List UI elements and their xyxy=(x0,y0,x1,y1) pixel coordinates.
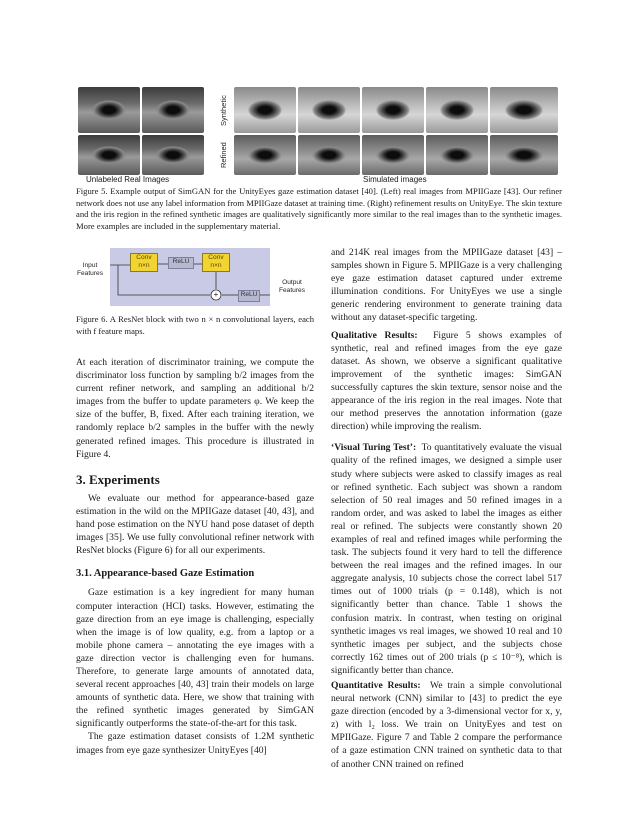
paragraph-quantitative xyxy=(331,679,562,771)
synthetic-eye-image xyxy=(234,87,296,133)
refined-eye-image xyxy=(298,135,360,175)
left-column xyxy=(76,356,314,757)
synthetic-eye-image xyxy=(362,87,424,133)
paragraph: The gaze estimation dataset consists of 1.2M synthetic images from eye gaze synthesizer UnityEyes [40] xyxy=(76,731,314,756)
add-operator: + xyxy=(213,290,219,299)
synthetic-eye-image xyxy=(426,87,488,133)
refined-eye-image xyxy=(426,135,488,175)
qualitative-results-text: Figure 5 shows examples of synthetic, real and refined images from the eye gaze dataset. As shown, we observe a significant qualitative improvement of the synthetic images: SimGAN successfully captures the skin texture, sensor noise and the appearance of the iris region in the real images. Note that our method preserves the annotation information (gaze direction) while improving the realism. xyxy=(331,329,563,433)
quantitative-results-text: We train a simple convolutional neural network (CNN) similar to [43] to predict the eye gaze direction (encoded by a 3-dimensional vector for x, y, z) with l₂ loss. We train on UnityEyes and test on MPIIGaze. Figure 7 and Table 2 compare the performance of a gaze estimation CNN trained on synthetic data to that of another CNN trained on refined xyxy=(331,680,563,770)
input-features-label: Input Features xyxy=(76,262,104,277)
visual-turing-test-heading: ‘Visual Turing Test’: xyxy=(331,442,417,454)
paragraph: Gaze estimation is a key ingredient for many human computer interaction (HCI) tasks. However, estimating the gaze direction from an eye image is challenging, especially when the image is of low quality, e.g. from a laptop or a mobile phone camera – annotating the eye images with a gaze direction vector is challenging even for humans. Therefore, to generate large amounts of annotated data, several recent approaches [40, 43] train their models on large amounts of synthetic data. Here, we show that training with the refined synthetic images generated by SimGAN significantly outperforms the state-of-the-art for this task. xyxy=(76,587,314,730)
synthetic-eye-image xyxy=(298,87,360,133)
section-heading-experiments: 3. Experiments xyxy=(76,471,160,487)
subsection-heading-gaze: 3.1. Appearance-based Gaze Estimation xyxy=(76,568,255,580)
paragraph: and 214K real images from the MPIIGaze dataset [43] – samples shown in Figure 5. MPIIGaze is a very challenging eye gaze estimation dataset captured under extreme illumination conditions. For UnityEyes we use a single generic rendering environment to generate training data without any dataset-specific targeting. xyxy=(331,247,562,324)
real-eye-image xyxy=(142,135,204,175)
label-unlabeled-real: Unlabeled Real Images xyxy=(86,175,170,184)
resnet-block-diagram xyxy=(110,248,270,306)
refined-eye-image xyxy=(362,135,424,175)
figure-6-caption: Figure 6. A ResNet block with two n × n convolutional layers, each with f feature maps. xyxy=(76,314,314,336)
synthetic-eye-image xyxy=(490,87,558,133)
relu-layer-1: ReLU xyxy=(168,257,194,269)
visual-turing-test-text: To quantitatively evaluate the visual quality of the refined images, we designed a simple user study where subjects were asked to classify images as real or refined synthetic. Each subject was shown a random selection of 50 real images and 50 refined images in a random order, and was asked to label the images as either real or refined. The subjects were constantly shown 20 examples of real and refined images while performing the task. The subjects found it very hard to tell the difference between the real images and the refined images. In our aggregate analysis, 10 subjects chose the correct label 517 times out of 1000 trials (p = 0.148), which is not significantly better than chance. Table 1 shows the confusion matrix. In contrast, when testing on original synthetic images vs real images, we showed 10 real and 10 synthetic images per subject, and the subjects chose correctly 162 times out of 200 trials (p ≤ 10⁻⁸), which is significantly better than chance. xyxy=(331,442,562,676)
label-simulated: Simulated images xyxy=(363,175,427,184)
paragraph: We evaluate our method for appearance-based gaze estimation in the wild on the MPIIGaze dataset [40, 43], and hand pose estimation on the NYU hand pose dataset of depth images [35]. We use fully convolutional refiner network with ResNet blocks (Figure 6) for all our experiments. xyxy=(76,492,314,557)
paragraph-visual-turing-test xyxy=(331,441,562,677)
row-label-refined: Refined xyxy=(219,142,228,168)
real-eye-image xyxy=(142,87,204,133)
row-label-synthetic: Synthetic xyxy=(219,95,228,126)
output-features-label: Output Features xyxy=(278,279,306,294)
figure-5-caption: Figure 5. Example output of SimGAN for the UnityEyes gaze estimation dataset [40]. (Left) real images from MPIIGaze [43]. Our refiner network does not use any label information from MPIIGaze dataset at training time. (Right) refinement results on UnityEye. The skin texture and the iris region in the refined synthetic images are qualitatively significantly more similar to the real images than to the synthetic images. More examples are included in the supplementary material. xyxy=(76,186,562,231)
qualitative-results-heading: Qualitative Results: xyxy=(331,329,418,341)
conv-layer-2: Conv n×n xyxy=(202,253,230,272)
refined-eye-image xyxy=(490,135,558,175)
quantitative-results-heading: Quantitative Results: xyxy=(331,680,421,691)
real-eye-image xyxy=(78,87,140,133)
conv-layer-1: Conv n×n xyxy=(130,253,158,272)
paragraph: At each iteration of discriminator training, we compute the discriminator loss function by sampling b/2 images from the current refiner network, and sampling an additional b/2 images from the buffer to update parameters φ. We keep the size of the buffer, B, fixed. After each training iteration, we randomly replace b/2 samples in the buffer with the newly generated refined images. This procedure is illustrated in Figure 4. xyxy=(76,357,314,460)
paragraph-qualitative xyxy=(331,329,562,434)
relu-layer-2: ReLU xyxy=(238,290,260,302)
refined-eye-image xyxy=(234,135,296,175)
real-eye-image xyxy=(78,135,140,175)
right-column xyxy=(331,246,562,771)
